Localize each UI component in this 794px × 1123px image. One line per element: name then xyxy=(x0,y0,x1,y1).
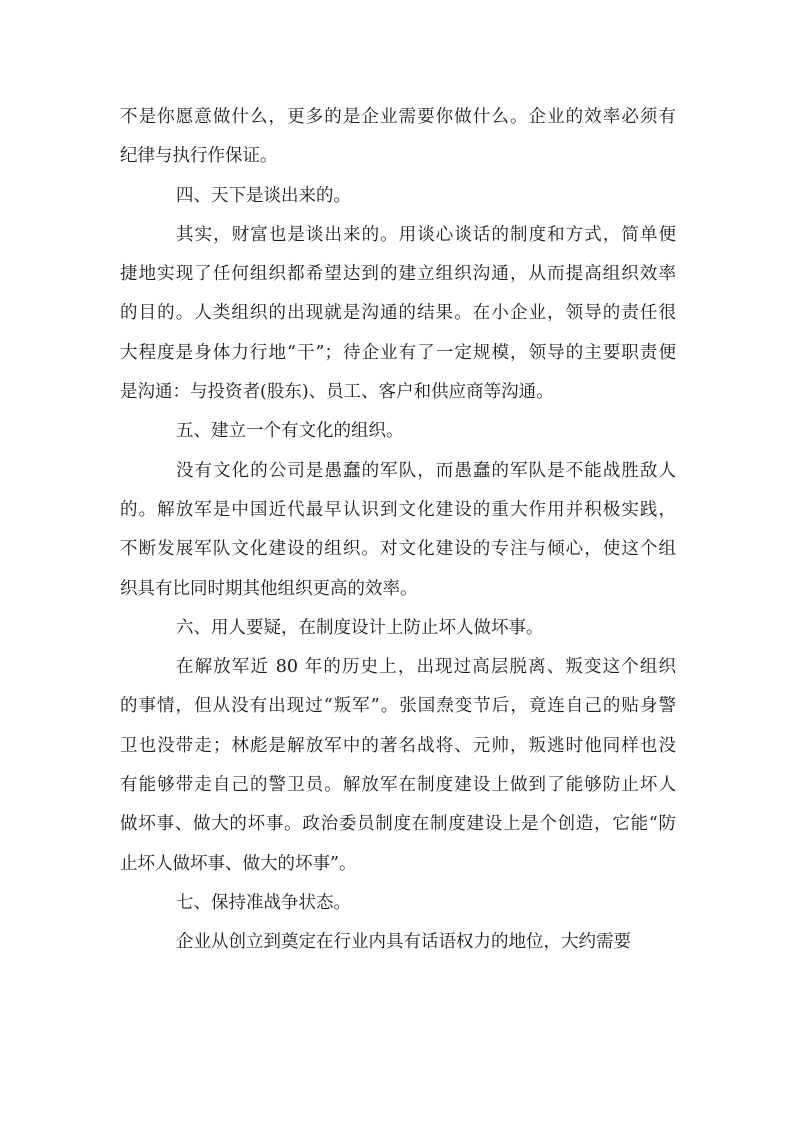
paragraph-line: 企业从创立到奠定在行业内具有话语权力的地位，大约需要 xyxy=(176,932,631,953)
paragraph-line: 有能够带走自己的警卫员。解放军在制度建设上做到了能够防止坏人 xyxy=(120,775,676,796)
section-heading: 五、建立一个有文化的组织。 xyxy=(176,421,404,442)
section-heading: 六、用人要疑，在制度设计上防止坏人做坏事。 xyxy=(176,617,544,638)
paragraph-line: 卫也没带走；林彪是解放军中的著名战将、元帅，叛逃时他同样也没 xyxy=(120,735,676,756)
paragraph-line: 大程度是身体力行地“干”；待企业有了一定规模，领导的主要职责便 xyxy=(120,342,676,363)
paragraph-line: 做坏事、做大的坏事。政治委员制度在制度建设上是个创造，它能“防 xyxy=(120,814,676,835)
paragraph-line: 的目的。人类组织的出现就是沟通的结果。在小企业，领导的责任很 xyxy=(120,303,676,324)
paragraph-line: 的。解放军是中国近代最早认识到文化建设的重大作用并积极实践， xyxy=(120,499,676,520)
paragraph-line: 纪律与执行作保证。 xyxy=(120,146,278,167)
document-body xyxy=(120,98,676,963)
paragraph-line: 是沟通：与投资者(股东)、员工、客户和供应商等沟通。 xyxy=(120,382,554,403)
paragraph-line: 止坏人做坏事、做大的坏事”。 xyxy=(120,853,357,874)
paragraph-line: 捷地实现了任何组织都希望达到的建立组织沟通，从而提高组织效率 xyxy=(120,264,676,285)
paragraph-line: 不断发展军队文化建设的组织。对文化建设的专注与倾心，使这个组 xyxy=(120,539,676,560)
paragraph-line: 的事情，但从没有出现过“叛军”。张国焘变节后，竟连自己的贴身警 xyxy=(120,696,676,717)
paragraph-line: 没有文化的公司是愚蠢的军队，而愚蠢的军队是不能战胜敌人 xyxy=(176,460,676,481)
section-heading: 七、保持准战争状态。 xyxy=(176,892,351,913)
section-heading: 四、天下是谈出来的。 xyxy=(176,185,351,206)
paragraph-line: 其实，财富也是谈出来的。用谈心谈话的制度和方式，简单便 xyxy=(176,224,676,245)
paragraph-line: 不是你愿意做什么，更多的是企业需要你做什么。企业的效率必须有 xyxy=(120,107,676,127)
paragraph-line: 在解放军近 80 年的历史上，出现过高层脱离、叛变这个组织 xyxy=(176,657,676,678)
paragraph-line: 织具有比同时期其他组织更高的效率。 xyxy=(120,578,418,599)
